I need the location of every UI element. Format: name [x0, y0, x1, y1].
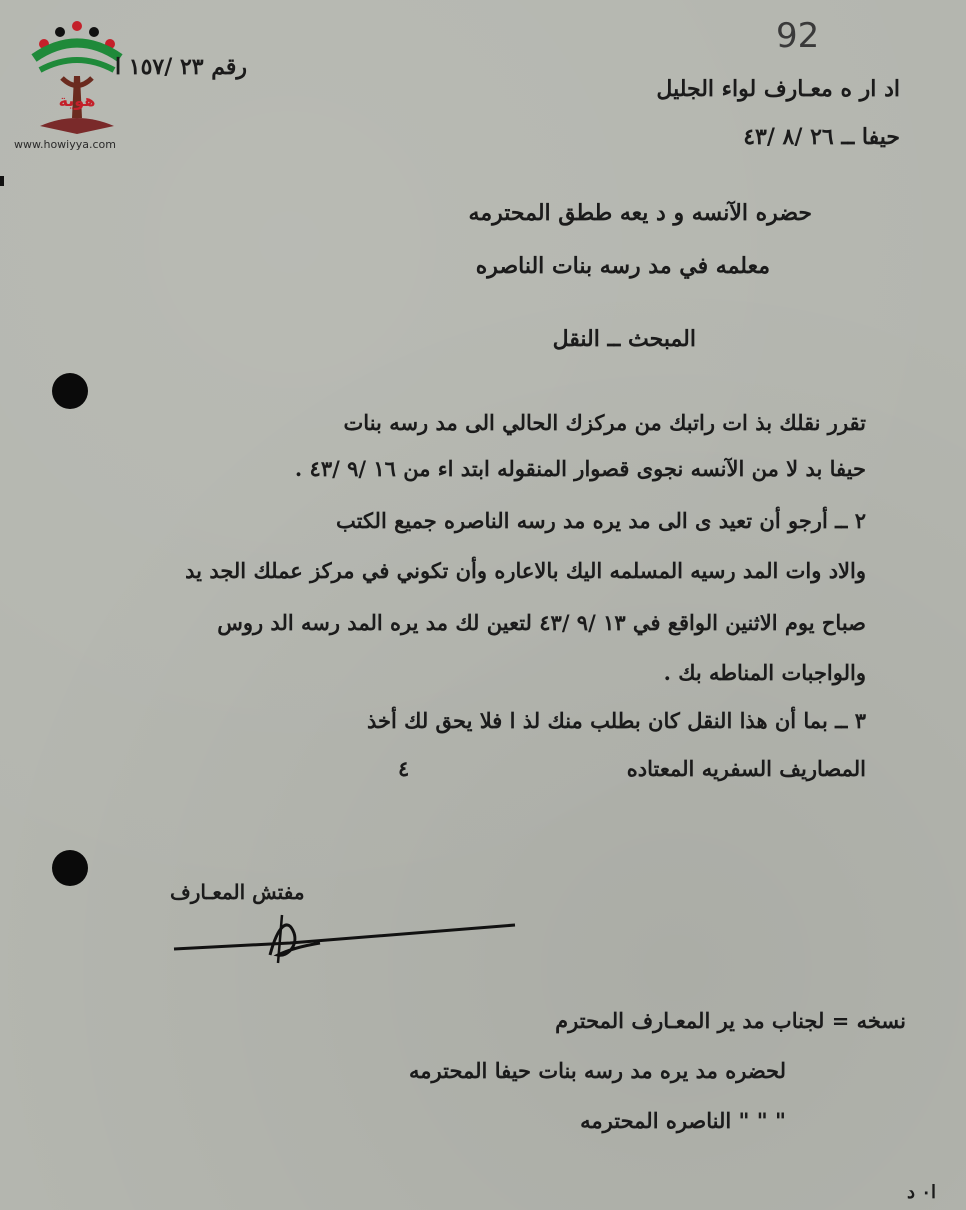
svg-text:هوية: هوية [58, 91, 96, 110]
body-line-4: والاد وات المد رسيه المسلمه اليك بالاعاره وأن تكوني في مركز عملك الجد يد [185, 558, 866, 583]
footer-mark: ا٠ د [907, 1182, 936, 1203]
logo-website-text: www.howiyya.com [14, 138, 116, 151]
scan-edge-mark [0, 176, 4, 186]
recipient-line-2: معلمه في مد رسه بنات الناصره [475, 253, 770, 279]
copy-line-2: لحضره مد يره مد رسه بنات حيفا المحترمه [409, 1058, 786, 1083]
binder-hole-bottom [52, 850, 88, 886]
reference-number: رقم ٢٣ /١٥٧ ا [115, 54, 248, 80]
paragraph-end-mark: ٤ [398, 756, 410, 781]
copy-line-3: " " " الناصره المحترمه [580, 1108, 786, 1133]
body-line-1: تقرر نقلك بذ ات راتبك من مركزك الحالي الى مد رسه بنات [343, 410, 866, 435]
binder-hole-top [52, 373, 88, 409]
body-line-2: حيفا بد لا من الآنسه نجوى قصوار المنقوله ابتد اء من ١٦ /٩ /٤٣ . [294, 456, 866, 481]
body-line-7: ٣ ــ بما أن هذا النقل كان بطلب منك لذ ا فلا يحق لك أخذ [366, 708, 866, 733]
place-date: حيفا ــ ٢٦ /٨ /٤٣ [743, 124, 900, 150]
subject-line: المبحث ــ النقل [552, 326, 696, 352]
body-line-3: ٢ ــ أرجو أن تعيد ى الى مد يره مد رسه الناصره جميع الكتب [336, 508, 866, 533]
signatory-title: مفتش المعـارف [170, 880, 305, 904]
handwritten-signature [170, 905, 520, 970]
howiyya-logo [22, 18, 132, 153]
body-line-5: صباح يوم الاثنين الواقع في ١٣ /٩ /٤٣ لتعين لك مد يره المد رسه الد روس [217, 610, 866, 635]
body-line-8: المصاريف السفريه المعتاده [626, 756, 866, 781]
copy-line-1: نسخه = لجناب مد ير المعـارف المحترم [555, 1008, 906, 1033]
page-number: 92 [776, 16, 820, 56]
recipient-line-1: حضره الآنسه و د يعه ططق المحترمه [468, 200, 812, 226]
office-name: اد ار ه معـارف لواء الجليل [656, 76, 900, 102]
body-line-6: والواجبات المناطه بك . [663, 660, 866, 685]
